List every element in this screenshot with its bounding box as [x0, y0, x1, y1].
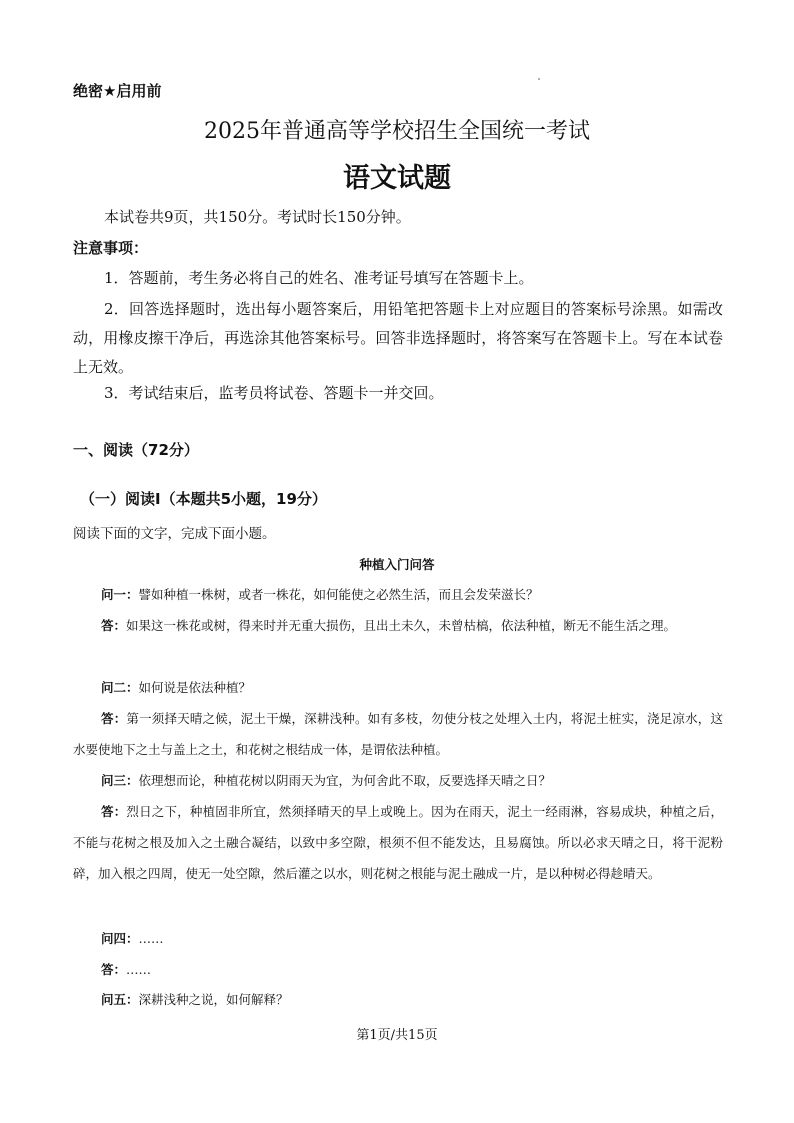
qa-label: 问二： [101, 680, 139, 695]
qa-label: 问四： [101, 931, 139, 946]
page-number: 第1页/共15页 [356, 1028, 438, 1043]
reading-instruction: 阅读下面的文字，完成下面小题。 [73, 526, 276, 542]
qa-text: 深耕浅种之说，如何解释？ [138, 992, 289, 1007]
notice-title: 注意事项： [73, 239, 149, 257]
article-paragraph [73, 923, 723, 954]
article-paragraph [73, 672, 723, 703]
qa-text: 如果这一株花或树，得来时并无重大损伤，且出土未久，未曾枯槁，依法种植，断无不能生活之理。 [126, 618, 677, 633]
qa-text: …… [126, 962, 152, 977]
section-title: 一、阅读（72分） [73, 441, 199, 459]
subsection-title: （一）阅读Ⅰ（本题共5小题，19分） [80, 490, 327, 508]
qa-text: …… [138, 931, 164, 946]
qa-label: 问五： [101, 992, 139, 1007]
qa-label: 问一： [101, 587, 139, 602]
notice-item: 1．答题前，考生务必将自己的姓名、准考证号填写在答题卡上。 [104, 269, 534, 287]
article-title: 种植入门问答 [359, 557, 435, 572]
exam-intro: 本试卷共9页，共150分。考试时长150分钟。 [104, 208, 411, 226]
exam-title: 2025年普通高等学校招生全国统一考试 [204, 119, 590, 144]
qa-text: 譬如种植一株树，或者一株花，如何能使之必然生活，而且会发荣滋长？ [138, 587, 539, 602]
article-paragraph [73, 765, 723, 796]
qa-text: 第一须择天晴之候，泥土干燥，深耕浅种。如有多枝，勿使分枝之处埋入土内，将泥土桩实，浇足凉水，这水要使地下之土与盖上之土，和花树之根结成一体，是谓依法种植。 [73, 711, 723, 757]
notice-item: 2．回答选择题时，选出每小题答案后，用铅笔把答题卡上对应题目的答案标号涂黑。如需改动，用橡皮擦干净后，再选涂其他答案标号。回答非选择题时，将答案写在答题卡上。写在本试卷上无效。 [73, 300, 723, 376]
qa-text: 依理想而论，种植花树以阴雨天为宜，为何舍此不取，反要选择天晴之日？ [138, 773, 552, 788]
article-paragraph [73, 954, 723, 985]
qa-label: 答： [101, 804, 127, 819]
scan-dot [538, 78, 540, 80]
qa-label: 答： [101, 711, 127, 726]
article-paragraph [73, 703, 723, 765]
qa-label: 问三： [101, 773, 139, 788]
article-paragraph [73, 579, 723, 610]
qa-label: 答： [101, 618, 127, 633]
qa-text: 如何说是依法种植？ [138, 680, 252, 695]
secret-mark: 绝密★启用前 [73, 82, 162, 100]
subject-title: 语文试题 [343, 163, 451, 194]
article-paragraph [73, 984, 723, 1015]
qa-label: 答： [101, 962, 127, 977]
qa-text: 烈日之下，种植固非所宜，然须择晴天的早上或晚上。因为在雨天，泥土一经雨淋，容易成块，种植之后，不能与花树之根及加入之土融合凝结，以致中多空隙，根须不但不能发达，且易腐蚀。所以必求天晴之日，将干泥粉碎，加入根之四周，使无一处空隙，然后灌之以水，则花树之根能与泥土融成一片，是以种树必得趁晴天。 [73, 804, 723, 881]
article-paragraph [73, 610, 723, 641]
notice-item: 3．考试结束后，监考员将试卷、答题卡一并交回。 [104, 384, 444, 402]
article-paragraph [73, 796, 723, 889]
